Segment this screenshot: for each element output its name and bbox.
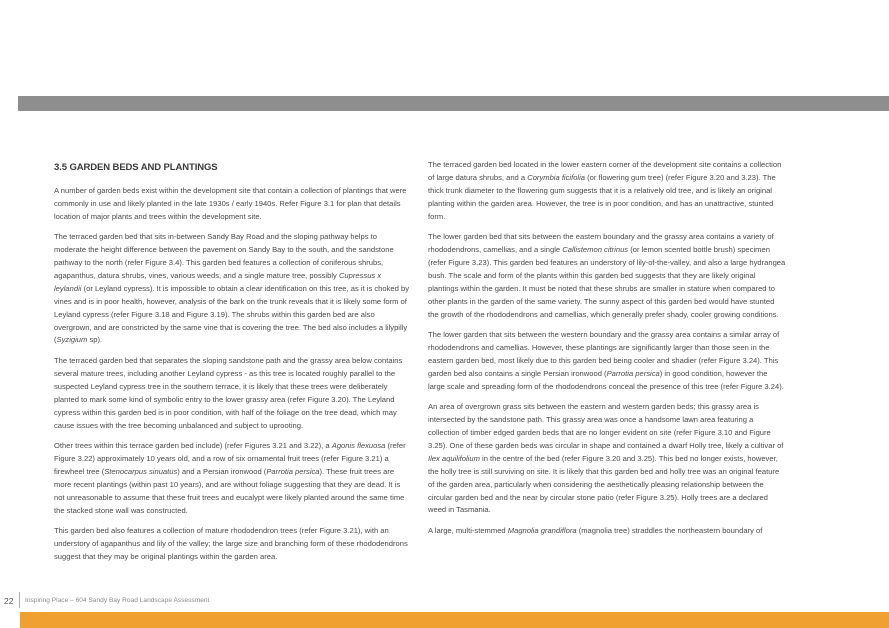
species-name: Corymbia ficifolia	[527, 172, 586, 182]
body-paragraph	[54, 440, 410, 517]
text-run: (or Leyland cypress). It is impossible to obtain a clear identification on this tree, as it is choked by vines and is in poor health, however, analysis of the bark on the trunk reveals that it is likely some form of Leyland cypress (refer Figure 3.18 and Figure 3.19). The shrubs within this garden bed are also overgrown, and are constricted by the same vine that is covering the tree. The bed also includes a lilypilly (	[54, 283, 409, 345]
species-name: Agonis flexuosa	[331, 441, 386, 450]
left-column	[54, 160, 410, 571]
header-band	[18, 96, 889, 111]
species-name: Magnolia grandiflora	[507, 525, 577, 535]
text-run: ) and a Persian ironwood (	[177, 466, 267, 476]
text-run: (or lemon scented bottle brush) specimen (refer Figure 3.23). This garden bed features an understory of lily-of-the-valley, and also a large hydrangea bush. The scale and form of the plants within this garden bed suggests that they are likely original plantings within the garden. It must be noted that these shrubs are smaller in stature when compared to other plants in the garden of the same variety. The sunny aspect of this garden bed would have stunted the growth of the rhododendrons and camellias, which generally prefer shady, cooler growing conditions.	[428, 245, 786, 319]
text-run: Other trees within this terrace garden bed include) (refer Figures 3.21 and 3.22), a	[54, 441, 332, 450]
section-title: 3.5 GARDEN BEDS AND PLANTINGS	[54, 162, 218, 173]
body-paragraph	[54, 525, 410, 564]
body-paragraph	[428, 159, 786, 224]
species-name: Parrotia persica	[606, 368, 660, 378]
body-paragraph	[54, 231, 410, 347]
text-run: The terraced garden bed located in the lower eastern corner of the development site contains a collection of large datura shrubs, and a	[428, 160, 782, 182]
text-run: The terraced garden bed that sits in-between Sandy Bay Road and the sloping pathway helps to moderate the height difference between the pavement on Sandy Bay to the south, and the sandstone pathway to the north (refer Figure 3.4). This garden bed features a collection of coniferous shrubs, agapanthus, datura shrubs, vines, various weeds, and a single mature tree, possibly	[54, 232, 394, 280]
text-run: The lower garden that sits between the western boundary and the grassy area contains a similar array of rhododendrons and camellias. However, these plantings are significantly larger than those seen in the eastern garden bed, most likely due to this garden bed being cooler and shadier (refer Figure 3.24). This garden bed also contains a single Persian ironwood (	[428, 330, 780, 378]
text-run: (magnolia tree) straddles the northeastern boundary of	[576, 525, 763, 535]
text-run: (or flowering gum tree) (refer Figure 3.20 and 3.23). The thick trunk diameter to the flowering gum suggests that it is a relatively old tree, and is likely an original planting within the garden area. However, the tree is in poor condition, and has an unattractive, stunted form.	[428, 172, 776, 221]
text-run: ) in good condition, however the large scale and spreading form of the rhododendrons conceal the presence of this tree (refer Figure 3.24).	[428, 368, 784, 391]
text-run: sp).	[87, 335, 103, 345]
footer-title: Inspiring Place – 604 Sandy Bay Road Landscape Assessment	[25, 597, 210, 604]
body-paragraph	[54, 185, 410, 224]
text-run: The lower garden bed that sits between the eastern boundary and the grassy area contains a variety of rhododendrons, camellias, and a single	[428, 232, 774, 255]
page-number: 22	[4, 596, 14, 606]
right-paragraphs	[428, 159, 786, 538]
species-name: Cupressus x leylandii	[54, 270, 382, 293]
text-run: (refer Figure 3.22) approximately 10 years old, and a row of six ornamental fruit trees (refer Figure 3.21) a firewheel tree (	[54, 441, 406, 476]
text-run: A large, multi-stemmed	[428, 525, 508, 535]
footer-divider	[19, 592, 20, 608]
body-paragraph	[54, 355, 410, 432]
right-column	[428, 159, 786, 545]
text-run: An area of overgrown grass sits between the eastern and western garden beds; this grassy area is intersected by the sandstone path. This grassy area was once a handsome lawn area featuring a collection of timber edged garden beds that are no longer evident on site (refer Figure 3.10 and Figure 3.25). One of these garden beds was circular in shape and contained a dwarf Holly tree, likely a cultivar of	[428, 402, 784, 450]
species-name: Callistemon citrinus	[562, 245, 629, 255]
text-run: in the centre of the bed (refer Figure 3.20 and 3.25). This bed no longer exists, however, the holly tree is still surviving on site. It is likely that this garden bed and holly tree was an original feature of the garden area, particularly when considering the aesthetically pleasing relationship between the circular garden bed and the near by circular stone patio (refer Figure 3.25). Holly trees are a declared weed in Tasmania.	[428, 453, 780, 515]
body-paragraph	[428, 231, 786, 321]
species-name: Syzigium	[56, 335, 88, 345]
text-run: The terraced garden bed that separates the sloping sandstone path and the grassy area below contains several mature trees, including another Leyland cypress - as this tree is located roughly parallel to the suspected Leyland cypress tree in the southern terrace, it is likely that these trees were deliberately planted to mark some kind of symbolic entry to the lower grassy area (refer Figure 3.20). The Leyland cypress within this garden bed is in poor condition, with half of the foliage on the tree dead, which may cause issues with the tree becoming unbalanced and subject to uprooting.	[54, 355, 403, 430]
text-run: ). These fruit trees are more recent plantings (within past 10 years), and are without foliage suggesting that they are dead. It is not unreasonable to assume that these fruit trees and eucalypt were likely planted around the same time the stacked stone wall was constructed.	[54, 466, 405, 515]
body-paragraph	[428, 525, 786, 538]
text-run: This garden bed also features a collection of mature rhododendron trees (refer Figure 3.21), with an understory of agapanthus and lily of the valley; the large size and branching form of these rhododendrons suggest that they may be original plantings within the garden area.	[54, 526, 408, 561]
footer-band	[20, 612, 889, 628]
body-paragraph	[428, 401, 786, 517]
species-name: Stenocarpus sinuatus	[104, 466, 178, 476]
left-paragraphs	[54, 185, 410, 564]
text-run: A number of garden beds exist within the development site that contain a collection of plantings that were commonly in use and likely planted in the late 1930s / early 1940s. Refer Figure 3.1 for plan that details location of major plants and trees within the development site.	[54, 185, 407, 221]
species-name: Parrotia persica	[266, 466, 320, 476]
species-name: Ilex aquilifolium	[428, 453, 480, 463]
body-paragraph	[428, 329, 786, 394]
